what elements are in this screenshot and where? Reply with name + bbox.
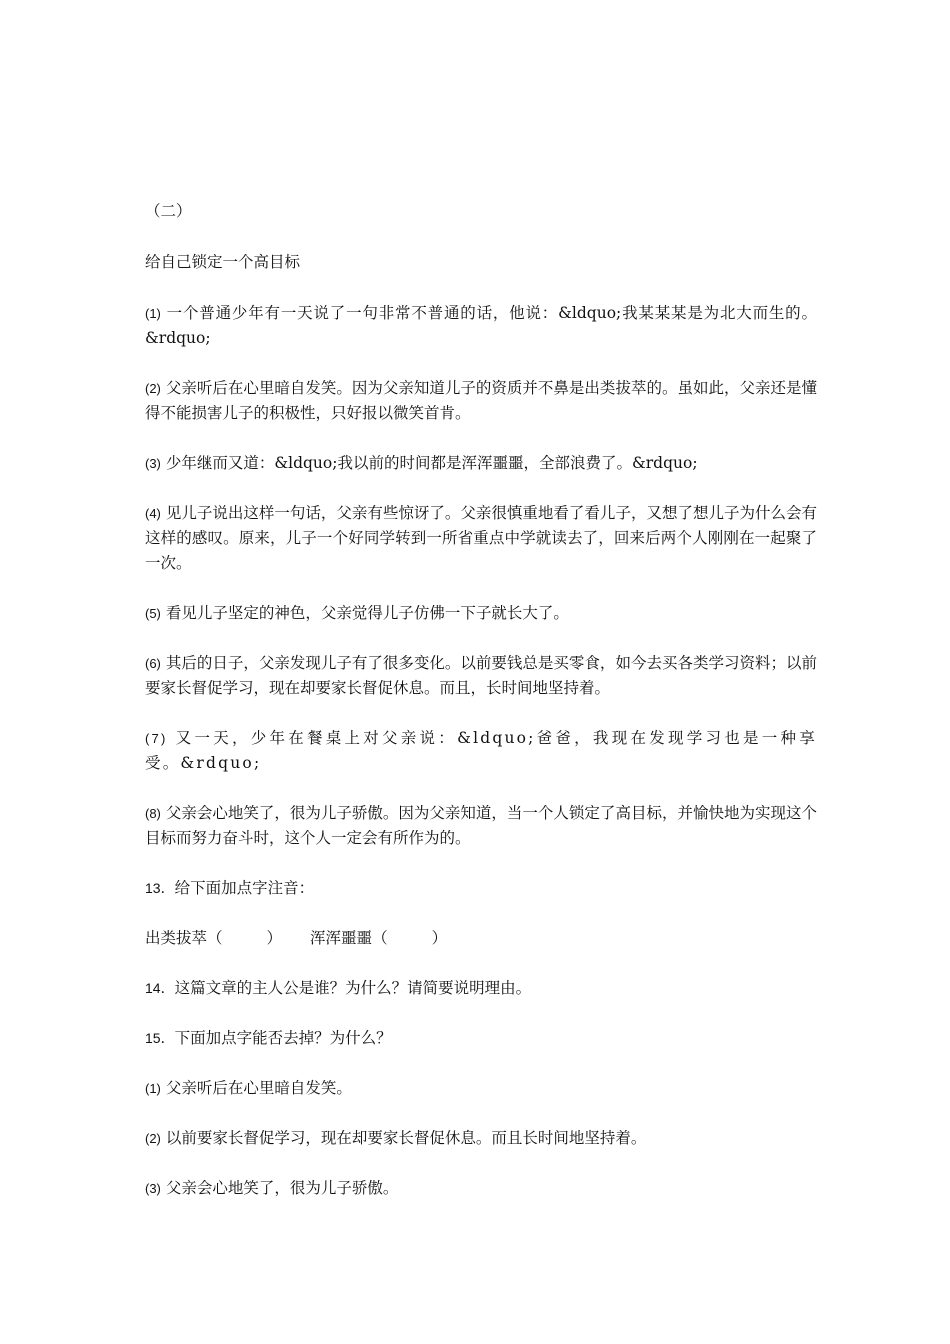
paragraph-number: (4) <box>145 506 161 521</box>
item-number: (2) <box>145 1131 161 1146</box>
document-page <box>145 199 817 1226</box>
question-text: 给下面加点字注音： <box>174 879 315 897</box>
item-number: (3) <box>145 1181 161 1196</box>
paragraph-number: (5) <box>145 606 161 621</box>
paragraph-1 <box>145 301 817 351</box>
paragraph-text: 一个普通少年有一天说了一句非常不普通的话，他说：&ldquo;我某某某是为北大而生的。&rdquo; <box>145 304 817 347</box>
question-text: 这篇文章的主人公是谁？为什么？请简要说明理由。 <box>174 979 532 997</box>
paragraph-number: (7) <box>145 731 168 746</box>
question-15-item-1 <box>145 1076 817 1101</box>
paragraph-4 <box>145 501 817 576</box>
paren-close: ） <box>431 929 448 947</box>
question-number: 13． <box>145 880 175 896</box>
paren-open: （ <box>372 929 388 947</box>
paragraph-number: (2) <box>145 381 161 396</box>
question-15-item-3 <box>145 1176 817 1201</box>
paragraph-8 <box>145 801 817 851</box>
paragraph-5 <box>145 601 817 626</box>
item-number: (1) <box>145 1081 161 1096</box>
question-15 <box>145 1026 817 1051</box>
question-13 <box>145 876 817 901</box>
pinyin-word-b: 浑浑噩噩 <box>310 929 373 947</box>
paragraph-number: (6) <box>145 656 161 671</box>
article-title: 给自己锁定一个高目标 <box>145 253 301 271</box>
item-text: 父亲会心地笑了，很为儿子骄傲。 <box>165 1179 399 1197</box>
paragraph-text: 又一天，少年在餐桌上对父亲说：&ldquo;爸爸，我现在发现学习也是一种享受。&rdquo; <box>145 729 817 772</box>
section-label: （二） <box>145 202 192 220</box>
paragraph-number: (8) <box>145 806 161 821</box>
question-number: 14． <box>145 980 175 996</box>
paren-open: （ <box>207 929 223 947</box>
item-text: 以前要家长督促学习，现在却要家长督促休息。而且长时间地坚持着。 <box>165 1129 647 1147</box>
paragraph-number: (3) <box>145 456 161 471</box>
question-14 <box>145 976 817 1001</box>
pinyin-word-a: 出类拔萃 <box>145 929 208 947</box>
paragraph-text: 父亲会心地笑了，很为儿子骄傲。因为父亲知道，当一个人锁定了高目标，并愉快地为实现这个目标而努力奋斗时，这个人一定会有所作为的。 <box>145 804 817 847</box>
paren-close: ） <box>266 929 283 947</box>
question-text: 下面加点字能否去掉？为什么？ <box>174 1029 392 1047</box>
paragraph-text: 其后的日子，父亲发现儿子有了很多变化。以前要钱总是买零食，如今去买各类学习资料；以前要家长督促学习，现在却要家长督促休息。而且，长时间地坚持着。 <box>145 654 817 697</box>
question-13-items <box>145 926 817 951</box>
paragraph-6 <box>145 651 817 701</box>
paragraph-3 <box>145 451 817 476</box>
paragraph-text: 看见儿子坚定的神色，父亲觉得儿子仿佛一下子就长大了。 <box>165 604 569 622</box>
paragraph-number: (1) <box>145 306 161 321</box>
item-text: 父亲听后在心里暗自发笑。 <box>165 1079 352 1097</box>
paragraph-text: 见儿子说出这样一句话，父亲有些惊讶了。父亲很慎重地看了看儿子，又想了想儿子为什么会有这样的感叹。原来，儿子一个好同学转到一所省重点中学就读去了，回来后两个人刚刚在一起聚了一次。 <box>145 504 817 572</box>
paragraph-text: 父亲听后在心里暗自发笑。因为父亲知道儿子的资质并不鼻是出类拔萃的。虽如此，父亲还是懂得不能损害儿子的积极性，只好报以微笑首肯。 <box>145 379 817 422</box>
paragraph-7 <box>145 726 817 776</box>
paragraph-text: 少年继而又道：&ldquo;我以前的时间都是浑浑噩噩，全部浪费了。&rdquo; <box>165 454 698 472</box>
question-number: 15． <box>145 1030 175 1046</box>
question-15-item-2 <box>145 1126 817 1151</box>
paragraph-2 <box>145 376 817 426</box>
